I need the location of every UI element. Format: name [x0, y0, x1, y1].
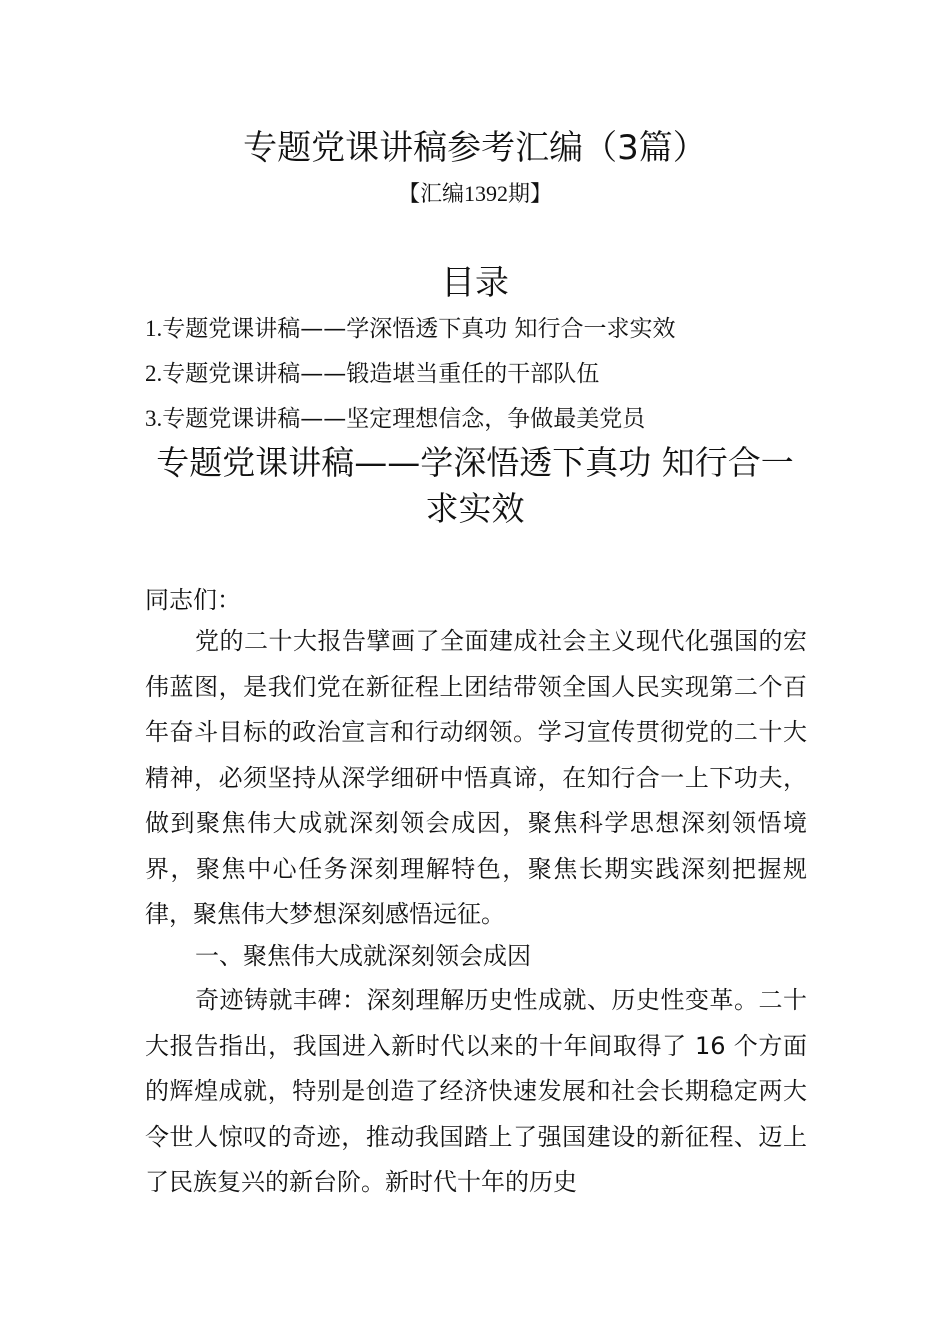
- toc-item-text: 专题党课讲稿——坚定理想信念，争做最美党员: [162, 406, 646, 432]
- toc-heading: 目录: [441, 263, 509, 303]
- toc-item-2: [145, 357, 845, 391]
- body-paragraph-2: 奇迹铸就丰碑：深刻理解历史性成就、历史性变革。二十大报告指出，我国进入新时代以来的十年间取得了 16 个方面的辉煌成就，特别是创造了经济快速发展和社会长期稳定两大令世人惊叹的奇迹，推动我国踏上了强国建设的新征程、迈上了民族复兴的新台阶。新时代十年的历史: [145, 986, 807, 1196]
- toc-item-3: [145, 402, 845, 436]
- section-heading-1: 一、聚焦伟大成就深刻领会成因: [195, 942, 531, 970]
- body-paragraph-1: 党的二十大报告擘画了全面建成社会主义现代化强国的宏伟蓝图，是我们党在新征程上团结带领全国人民实现第二个百年奋斗目标的政治宣言和行动纲领。学习宣传贯彻党的二十大精神，必须坚持从深学细研中悟真谛，在知行合一上下功夫，做到聚焦伟大成就深刻领会成因，聚焦科学思想深刻领悟境界，聚焦中心任务深刻理解特色，聚焦长期实践深刻把握规律，聚焦伟大梦想深刻感悟远征。: [145, 627, 807, 928]
- toc-item-number: 1.: [145, 316, 163, 341]
- article-title: 专题党课讲稿——学深悟透下真功 知行合一求实效: [156, 443, 794, 528]
- toc-item-number: 2.: [145, 361, 163, 386]
- greeting: 同志们：: [145, 586, 241, 614]
- issue-number: 【汇编1392期】: [397, 181, 552, 206]
- document-title: 专题党课讲稿参考汇编（3篇）: [243, 128, 707, 168]
- toc-item-text: 专题党课讲稿——锻造堪当重任的干部队伍: [162, 361, 600, 387]
- toc-item-text: 专题党课讲稿——学深悟透下真功 知行合一求实效: [162, 316, 676, 342]
- toc-item-1: [145, 312, 845, 346]
- toc-item-number: 3.: [145, 406, 163, 431]
